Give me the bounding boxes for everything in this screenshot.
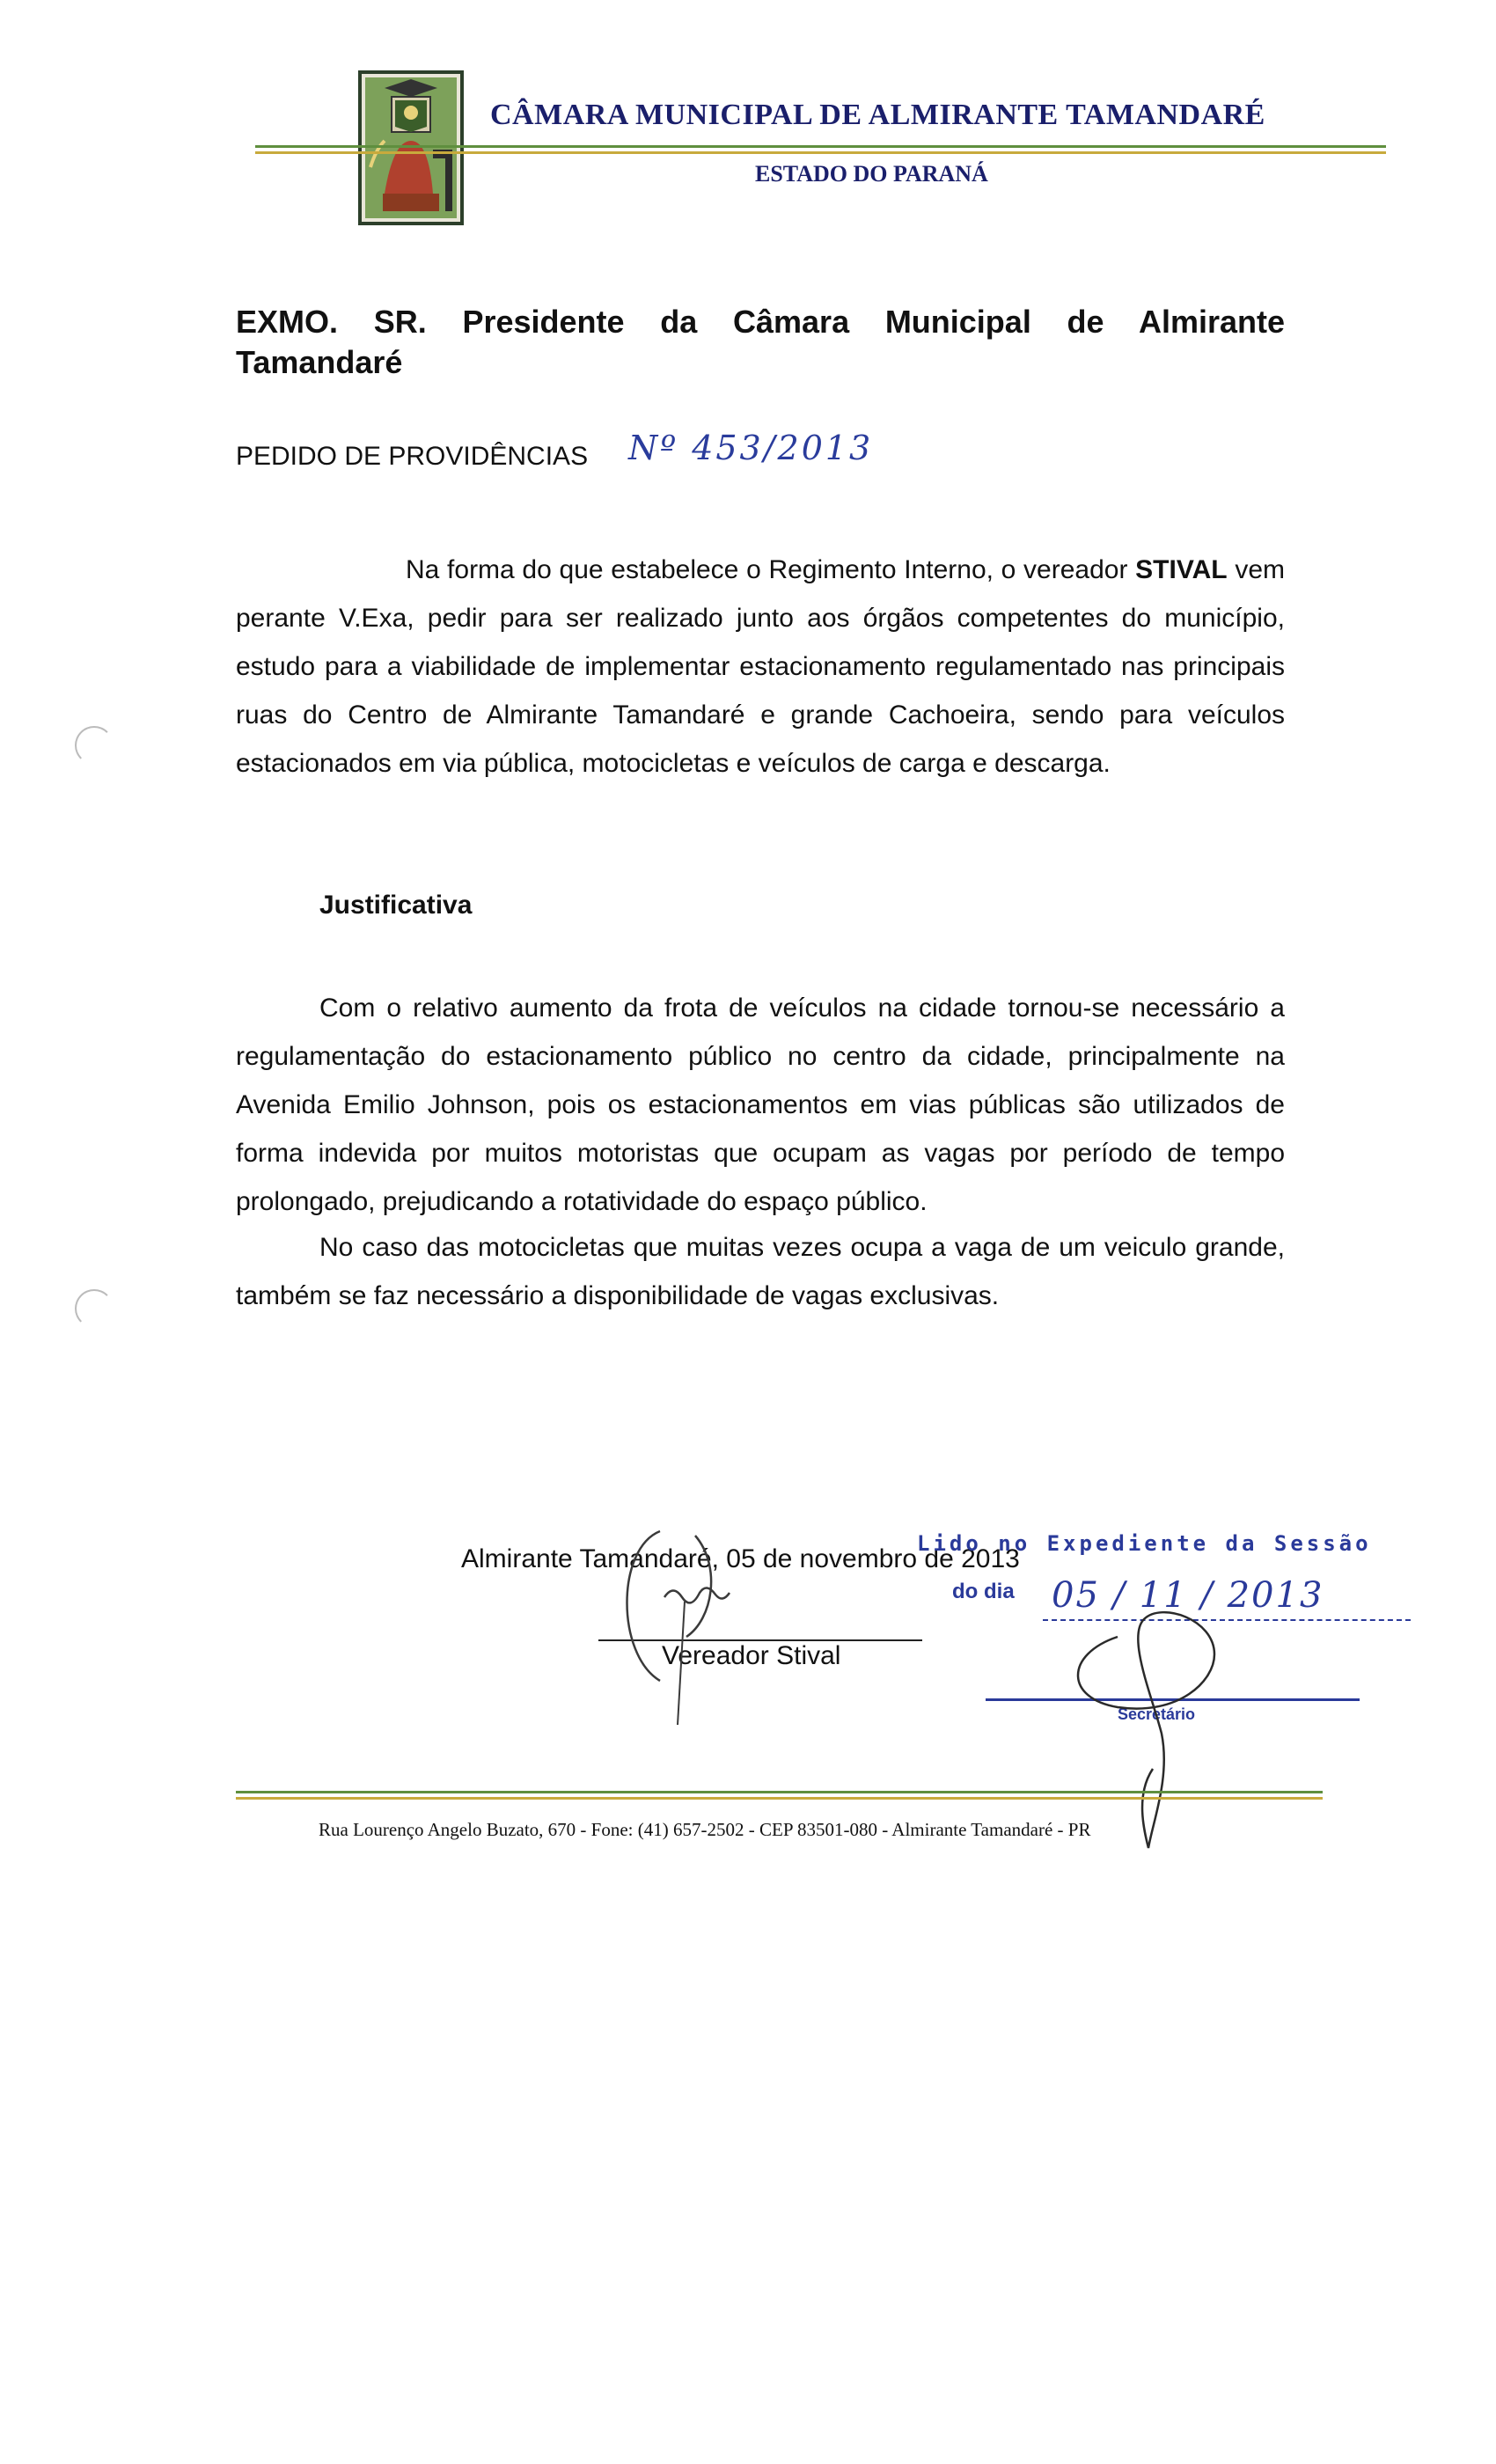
body-paragraph: [236, 546, 1285, 788]
justification-paragraph-2: No caso das motocicletas que muitas vezes ocupa a vaga de um veiculo grande, também se faz necessário a disponibilidade de vagas exclusivas.: [236, 1233, 1285, 1310]
addressee-line-2: Tamandaré: [236, 344, 403, 380]
stamp-signature-scribble: [1056, 1584, 1250, 1857]
reading-stamp-date: 05 / 11 / 2013: [1052, 1575, 1324, 1616]
request-label: PEDIDO DE PROVIDÊNCIAS: [236, 442, 589, 471]
body-paragraph-rest: vem perante V.Exa, pedir para ser realizado junto aos órgãos competentes do município, estudo para a viabilidade de implementar estacionamento regulamentado nas principais ruas do Centro de Almirante Tamandaré e grande Cachoeira, sendo para veículos estacionados em via pública, motocicletas e veículos de carga e descarga.: [236, 555, 1286, 778]
reading-stamp-title: Lido no Expediente da Sessão: [917, 1531, 1372, 1556]
handwritten-request-number: Nº 453/2013: [628, 429, 874, 467]
footer-address: Rua Lourenço Angelo Buzato, 670 - Fone: (41) 657-2502 - CEP 83501-080 - Almirante Tamandaré - PR: [319, 1819, 1091, 1840]
body-paragraph-intro: Na forma do que estabelece o Regimento Interno, o vereador: [406, 555, 1136, 584]
footer-rule-green: [236, 1791, 1323, 1793]
footer-rule-gold: [236, 1797, 1323, 1800]
hole-punch-mark-2: [75, 1289, 114, 1328]
coat-of-arms-logo: [358, 70, 464, 225]
signer-name: Vereador Stival: [662, 1641, 841, 1670]
hole-punch-mark-1: [75, 726, 114, 765]
justification-heading: Justificativa: [319, 891, 473, 920]
councilor-name: STIVAL: [1135, 555, 1228, 584]
letterhead-rule-top: [255, 145, 1386, 148]
addressee-line-1: EXMO. SR. Presidente da Câmara Municipal de Almirante: [236, 304, 1285, 340]
handwritten-signature: [581, 1514, 810, 1742]
reading-stamp-day-label: do dia: [952, 1580, 1015, 1603]
letterhead-subtitle: ESTADO DO PARANÁ: [755, 161, 988, 187]
place-and-date: Almirante Tamandaré, 05 de novembro de 2013: [461, 1544, 1020, 1573]
justification-paragraph-1: Com o relativo aumento da frota de veículos na cidade tornou-se necessário a regulamentação do estacionamento público no centro da cidade, principalmente na Avenida Emilio Johnson, pois os estacionamentos em vias públicas são utilizados de forma indevida por muitos motoristas que ocupam as vagas por período de tempo prolongado, prejudicando a rotatividade do espaço público.: [236, 994, 1285, 1216]
letterhead-title: CÂMARA MUNICIPAL DE ALMIRANTE TAMANDARÉ: [490, 99, 1265, 131]
reading-stamp-secretary-label: Secretário: [1118, 1705, 1196, 1723]
letterhead-rule-top-gold: [255, 151, 1386, 154]
